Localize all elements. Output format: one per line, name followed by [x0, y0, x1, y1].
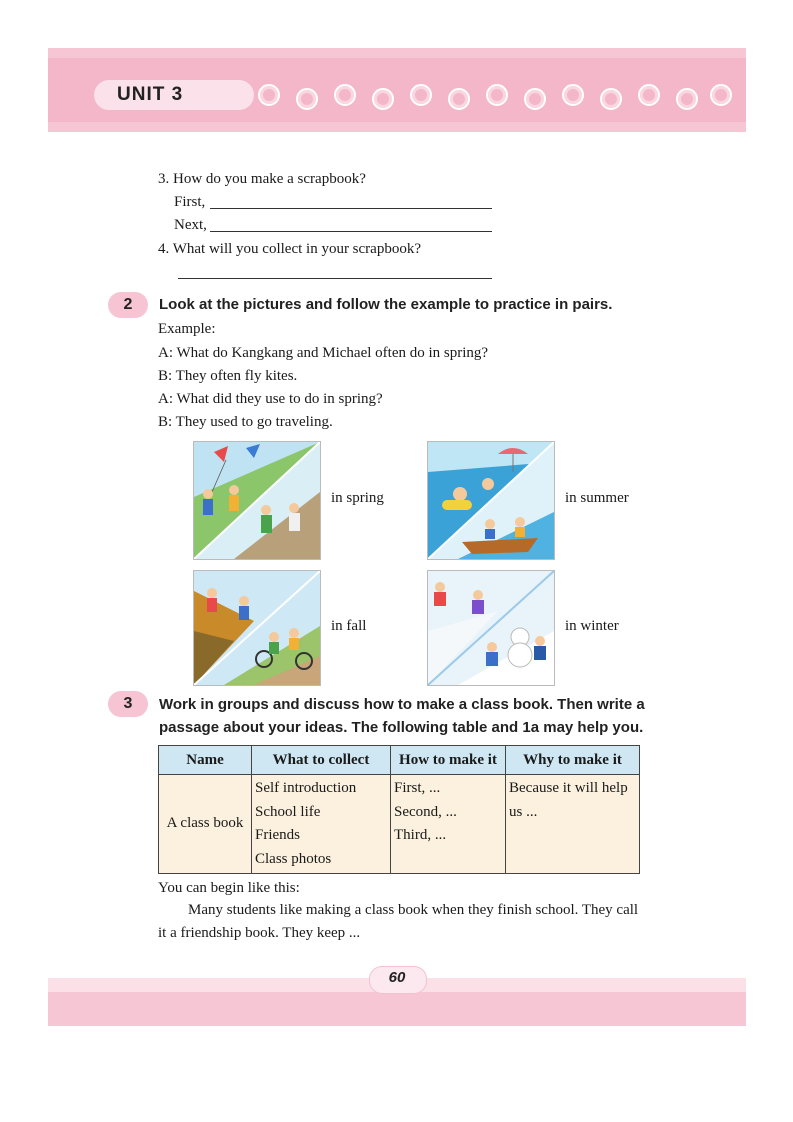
ring-icon: [710, 84, 732, 106]
picture-winter: [427, 570, 555, 686]
ring-icon: [486, 84, 508, 106]
caption-winter: in winter: [565, 618, 619, 634]
table-header-cell: What to collect: [252, 746, 391, 775]
begin-label: You can begin like this:: [158, 880, 300, 896]
example-label: Example:: [158, 321, 216, 337]
ring-icon: [448, 88, 470, 110]
class-book-table: [158, 745, 640, 874]
ring-icon: [296, 88, 318, 110]
table-cell-name: A class book: [159, 775, 252, 874]
picture-fall: [193, 570, 321, 686]
picture-spring: [193, 441, 321, 560]
section-2-badge: 2: [108, 292, 148, 318]
question-4: 4. What will you collect in your scrapbook?: [158, 241, 421, 257]
why-line: Because it will help: [509, 780, 628, 796]
table-cell-why: [506, 775, 640, 874]
collect-item: Friends: [255, 827, 300, 843]
question-3-next-label: Next,: [174, 217, 207, 233]
section-2-instruction: Look at the pictures and follow the example to practice in pairs.: [159, 296, 613, 313]
question-3: 3. How do you make a scrapbook?: [158, 171, 366, 187]
ring-icon: [258, 84, 280, 106]
table-cell-how: [391, 775, 506, 874]
collect-item: Class photos: [255, 850, 332, 867]
table-cell-collect: [252, 775, 391, 874]
answer-blank-q4[interactable]: [178, 278, 492, 279]
ring-icon: [638, 84, 660, 106]
question-3-first-label: First,: [174, 194, 206, 210]
ring-icon: [524, 88, 546, 110]
page-number: 60: [388, 969, 406, 986]
section-3-badge: 3: [108, 691, 148, 717]
passage-line: it a friendship book. They keep ...: [158, 925, 361, 941]
unit-title: UNIT 3: [117, 84, 184, 105]
caption-fall: in fall: [331, 618, 367, 634]
spring-illustration: [194, 442, 320, 559]
dialogue-line: B: They often fly kites.: [158, 368, 298, 384]
passage-line: Many students like making a class book when they finish school. They call: [188, 902, 639, 918]
ring-icon: [562, 84, 584, 106]
ring-icon: [600, 88, 622, 110]
dialogue-line: A: What do Kangkang and Michael often do in spring?: [158, 345, 489, 361]
section-3-instruction-line1: Work in groups and discuss how to make a class book. Then write a: [159, 696, 645, 713]
fall-illustration: [194, 571, 320, 685]
how-item: First, ...: [394, 780, 441, 796]
ring-icon: [334, 84, 356, 106]
summer-illustration: [428, 442, 554, 559]
section-3-instruction-line2: passage about your ideas. The following table and 1a may help you.: [159, 719, 644, 736]
picture-summer: [427, 441, 555, 560]
dialogue-line: B: They used to go traveling.: [158, 414, 333, 430]
ring-icon: [372, 88, 394, 110]
how-item: Second, ...: [394, 803, 457, 820]
table-header-row: [159, 746, 640, 775]
table-row: [159, 775, 640, 874]
why-line: us ...: [509, 803, 538, 820]
caption-summer: in summer: [565, 490, 629, 506]
table-header-cell: Name: [159, 746, 252, 775]
answer-blank-next[interactable]: [210, 231, 492, 232]
ring-icon: [410, 84, 432, 106]
collect-item: School life: [255, 803, 321, 820]
dialogue-line: A: What did they use to do in spring?: [158, 391, 383, 407]
collect-item: Self introduction: [255, 780, 357, 796]
answer-blank-first[interactable]: [210, 208, 492, 209]
ring-icon: [676, 88, 698, 110]
how-item: Third, ...: [394, 827, 447, 843]
table-header-cell: How to make it: [391, 746, 506, 775]
caption-spring: in spring: [331, 490, 384, 506]
winter-illustration: [428, 571, 554, 685]
table-header-cell: Why to make it: [506, 746, 640, 775]
